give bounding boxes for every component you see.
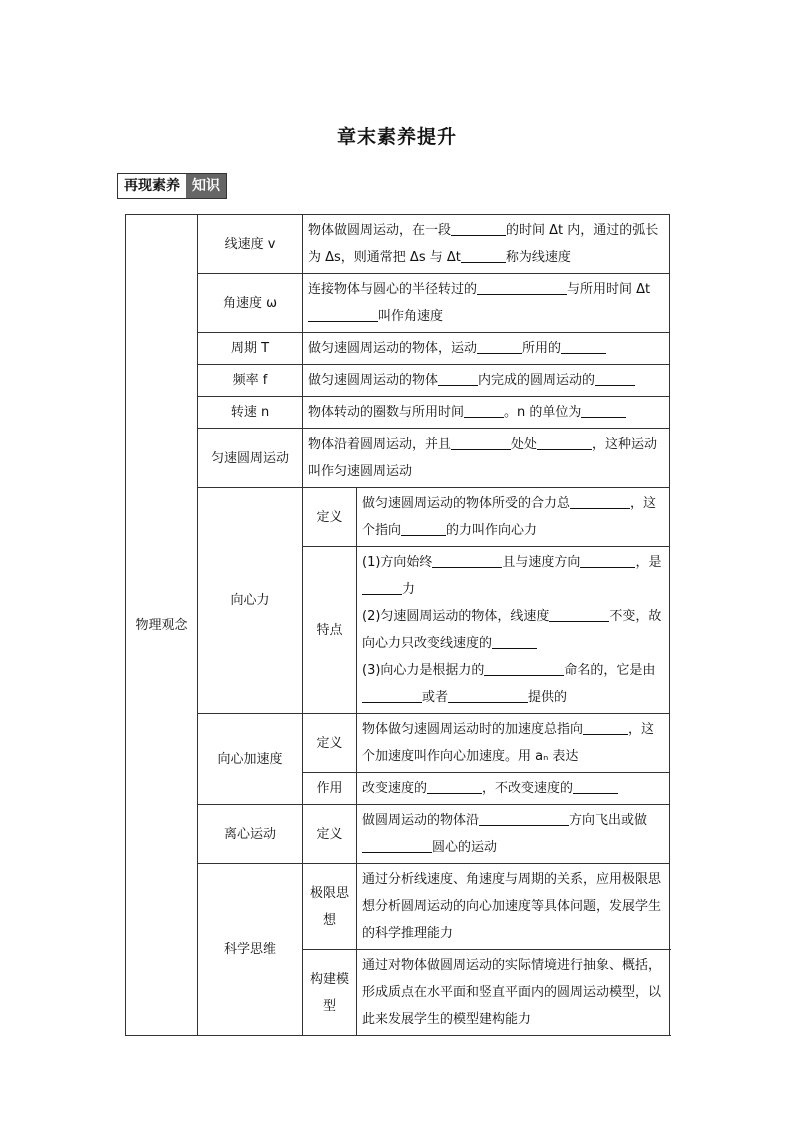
fill-blank[interactable] — [451, 219, 506, 236]
table-row — [126, 714, 670, 773]
row-label-period: 周期 T — [198, 333, 303, 365]
row-content-centripetal-force-features: (1)方向始终 且与速度方向 ，是力 (2)匀速圆周运动的物体，线速度 不变，故向心力只改变线速度的 (3)向心力是根据力的 命名的，它是由或者 提供的 — [357, 547, 670, 714]
row-content-rotation-speed: 物体转动的圈数与所用时间 。n 的单位为 — [303, 397, 670, 429]
badge-label-right: 知识 — [186, 174, 226, 198]
row-label-frequency: 频率 f — [198, 365, 303, 397]
row-label-rotation-speed: 转速 n — [198, 397, 303, 429]
table-row — [126, 365, 670, 397]
section-label-thinking: 科学思维 — [198, 864, 303, 1036]
row-content-centripetal-force-def: 做匀速圆周运动的物体所受的合力总 ，这个指向 的力叫作向心力 — [357, 488, 670, 547]
fill-blank[interactable] — [583, 718, 628, 735]
row-content-frequency: 做匀速圆周运动的物体 内完成的圆周运动的 — [303, 365, 670, 397]
row-label-linear-speed: 线速度 v — [198, 215, 303, 274]
fill-blank[interactable] — [492, 632, 537, 649]
fill-blank[interactable] — [308, 305, 378, 322]
fill-blank[interactable] — [438, 369, 478, 386]
section-label-physics: 物理观念 — [126, 215, 198, 1036]
row-label-angular-speed: 角速度 ω — [198, 274, 303, 333]
sub-label-function: 作用 — [303, 773, 357, 805]
fill-blank[interactable] — [580, 551, 635, 568]
row-label-model-building: 构建模型 — [303, 950, 357, 1036]
sub-label-definition: 定义 — [303, 488, 357, 547]
sub-label-features: 特点 — [303, 547, 357, 714]
fill-blank[interactable] — [484, 659, 564, 676]
fill-blank[interactable] — [448, 686, 528, 703]
row-label-uniform-circular: 匀速圆周运动 — [198, 429, 303, 488]
row-content-centrifugal: 做圆周运动的物体沿 方向飞出或做圆心的运动 — [357, 805, 670, 864]
fill-blank[interactable] — [479, 809, 569, 826]
fill-blank[interactable] — [401, 519, 446, 536]
row-label-centripetal-accel: 向心加速度 — [198, 714, 303, 805]
fill-blank[interactable] — [581, 401, 626, 418]
fill-blank[interactable] — [432, 551, 502, 568]
fill-blank[interactable] — [477, 278, 567, 295]
table-row — [126, 429, 670, 488]
page-title: 章末素养提升 — [336, 126, 457, 148]
sub-label-definition: 定义 — [303, 805, 357, 864]
fill-blank[interactable] — [464, 401, 504, 418]
fill-blank[interactable] — [561, 337, 606, 354]
badge-label-left: 再现素养 — [118, 174, 186, 198]
sub-label-definition: 定义 — [303, 714, 357, 773]
row-content-uniform-circular: 物体沿着圆周运动，并且 处处 ，这种运动叫作匀速圆周运动 — [303, 429, 670, 488]
row-content-centripetal-accel-use: 改变速度的 ，不改变速度的 — [357, 773, 670, 805]
table-row — [126, 397, 670, 429]
fill-blank[interactable] — [451, 433, 511, 450]
fill-blank[interactable] — [537, 433, 592, 450]
fill-blank[interactable] — [549, 605, 609, 622]
table-row — [126, 333, 670, 365]
row-label-centripetal-force: 向心力 — [198, 488, 303, 714]
fill-blank[interactable] — [461, 246, 506, 263]
row-content-model-building: 通过对物体做圆周运动的实际情境进行抽象、概括，形成质点在水平面和竖直平面内的圆周运动模型，以此来发展学生的模型建构能力 — [357, 950, 670, 1036]
table-row — [126, 805, 670, 864]
fill-blank[interactable] — [362, 836, 432, 853]
fill-blank[interactable] — [595, 369, 635, 386]
fill-blank[interactable] — [570, 492, 630, 509]
fill-blank[interactable] — [573, 777, 618, 794]
table-row — [126, 864, 670, 950]
table-row — [126, 274, 670, 333]
fill-blank[interactable] — [362, 578, 402, 595]
row-content-period: 做匀速圆周运动的物体，运动 所用的 — [303, 333, 670, 365]
row-content-limit-thinking: 通过分析线速度、角速度与周期的关系，应用极限思想分析圆周运动的向心加速度等具体问题，发展学生的科学推理能力 — [357, 864, 670, 950]
fill-blank[interactable] — [362, 686, 422, 703]
row-content-angular-speed: 连接物体与圆心的半径转过的 与所用时间 Δt叫作角速度 — [303, 274, 670, 333]
row-label-limit-thinking: 极限思想 — [303, 864, 357, 950]
row-content-centripetal-accel-def: 物体做匀速圆周运动时的加速度总指向 ，这个加速度叫作向心加速度。用 aₙ 表达 — [357, 714, 670, 773]
row-content-linear-speed: 物体做圆周运动，在一段 的时间 Δt 内，通过的弧长为 Δs，则通常把 Δs 与 Δt 称为线速度 — [303, 215, 670, 274]
fill-blank[interactable] — [477, 337, 522, 354]
section-badge — [117, 173, 227, 199]
fill-blank[interactable] — [427, 777, 482, 794]
knowledge-table — [125, 214, 670, 1036]
row-label-centrifugal: 离心运动 — [198, 805, 303, 864]
table-row — [126, 488, 670, 547]
table-row — [126, 215, 670, 274]
